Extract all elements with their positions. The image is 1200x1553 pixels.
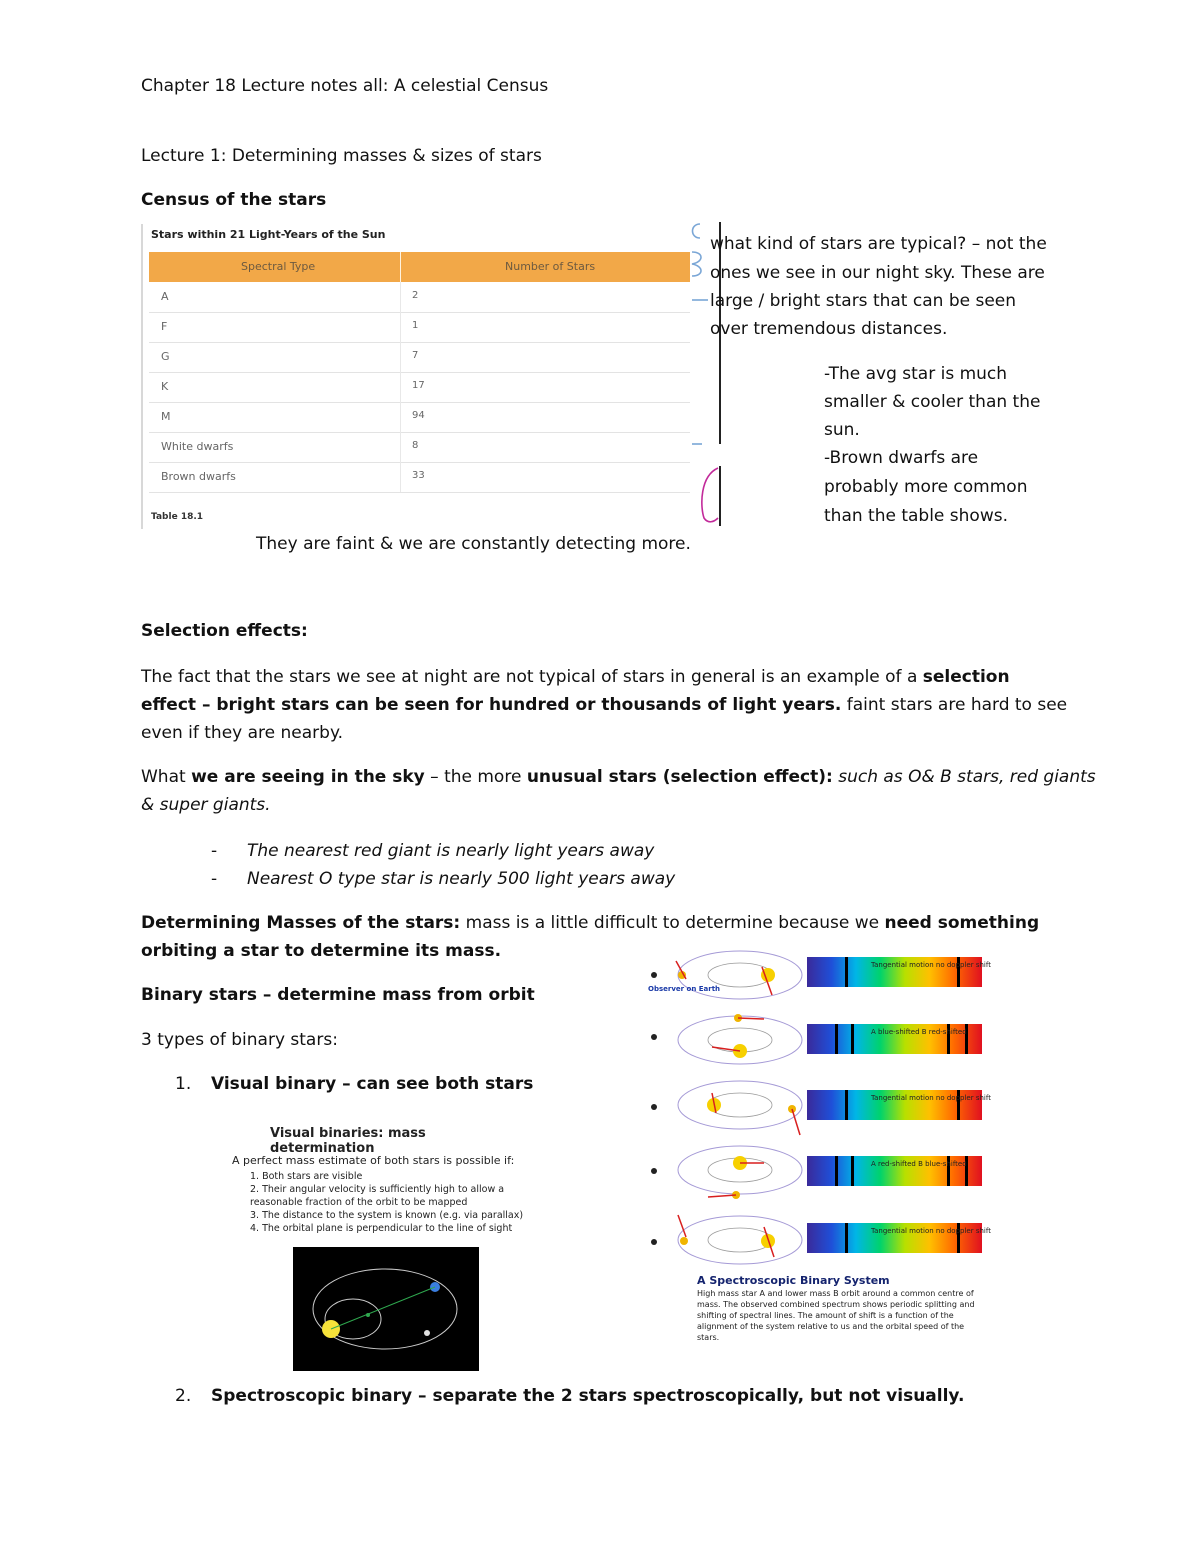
text-run-bold: Determining Masses of the stars: (141, 913, 461, 933)
table-cell: 7 (412, 350, 419, 361)
text-run: faint stars are hard to see (841, 695, 1068, 715)
side-note-line: over tremendous distances. (710, 319, 948, 339)
what-we-see-line2: & super giants. (141, 795, 271, 815)
table-row (149, 312, 690, 343)
spectral-line (835, 1024, 838, 1054)
vb-list (250, 1170, 523, 1235)
text-run-bold: effect – bright stars can be seen for hundred or thousands of light years. (141, 695, 842, 715)
text-run-bold: we are seeing in the sky (191, 767, 425, 787)
spectrum-strip (807, 1156, 982, 1186)
table-cell: G (161, 350, 170, 363)
table-row (149, 402, 690, 433)
types-heading: 3 types of binary stars: (141, 1030, 338, 1050)
text-run: mass is a little difficult to determine because we (460, 913, 885, 933)
table-cell: M (161, 410, 171, 423)
brown-dwarf-note: -Brown dwarfs are (824, 448, 979, 468)
masses-line1 (141, 909, 1039, 937)
phase-3 (678, 1081, 802, 1135)
spectrum-strip (807, 957, 991, 987)
table-header-spectral-type: Spectral Type (241, 260, 316, 273)
phase-4 (678, 1146, 802, 1199)
selection-paragraph-line1 (141, 663, 1010, 691)
table-header-number-of-stars: Number of Stars (505, 260, 596, 273)
table-divider (400, 342, 401, 372)
bullet-dash: - (211, 869, 218, 889)
list-number: 2. (175, 1386, 192, 1406)
text-run-bold: selection (922, 667, 1010, 687)
spectrum-strip (807, 1090, 991, 1120)
bullet-red-giant: The nearest red giant is nearly light years away (247, 841, 655, 861)
selection-paragraph-line2 (141, 691, 1067, 719)
visual-binary-image (230, 1122, 526, 1372)
avg-star-note: sun. (824, 420, 860, 440)
spectral-line (845, 1090, 848, 1120)
vb-lead: A perfect mass estimate of both stars is possible if: (232, 1154, 515, 1167)
table-row (149, 282, 690, 313)
masses-line2: orbiting a star to determine its mass. (141, 941, 502, 961)
text-run-bold: unusual stars (selection effect): (526, 767, 833, 787)
table-cell: 8 (412, 440, 419, 451)
phase-2 (678, 1014, 802, 1064)
avg-star-note: smaller & cooler than the (824, 392, 1041, 412)
brown-dwarf-note: than the table shows. (824, 506, 1008, 526)
table-divider (400, 372, 401, 402)
table-cell: K (161, 380, 169, 393)
vb-list-item: reasonable fraction of the orbit to be mapped (250, 1197, 468, 1208)
spectrum-label: Tangential motion no doppler shift (871, 1094, 991, 1102)
avg-star-note: -The avg star is much (824, 364, 1008, 384)
brown-dwarf-note: probably more common (824, 477, 1028, 497)
spectroscopic-binary-image (640, 945, 991, 1342)
selection-heading: Selection effects: (141, 621, 308, 641)
text-run-bold: need something (884, 913, 1040, 933)
table-left-rule (141, 224, 143, 529)
table-cell: 1 (412, 320, 419, 331)
spectrum-label: Tangential motion no doppler shift (871, 1227, 991, 1235)
table-cell: 2 (412, 290, 419, 301)
list-item-spectroscopic-binary: Spectroscopic binary – separate the 2 stars spectroscopically, but not visually. (211, 1386, 965, 1406)
spectral-line (835, 1156, 838, 1186)
spectrum-label: Tangential motion no doppler shift (871, 961, 991, 969)
faint-note: They are faint & we are constantly detecting more. (256, 534, 691, 554)
phase-5 (678, 1215, 802, 1264)
table-cell: 33 (412, 470, 425, 481)
table-row (149, 372, 690, 403)
spectroscopic-caption-title: A Spectroscopic Binary System (697, 1274, 890, 1287)
spectral-line (845, 1223, 848, 1253)
vb-title: Visual binaries: mass determination (270, 1126, 426, 1156)
spectrum-label: A red-shifted B blue-shifted (871, 1160, 967, 1168)
list-number: 1. (175, 1074, 192, 1094)
lecture-title: Lecture 1: Determining masses & sizes of stars (141, 146, 542, 166)
spectrum-strip (807, 1024, 982, 1054)
side-note-line: what kind of stars are typical? – not the (710, 234, 1047, 254)
text-run: What (141, 767, 192, 787)
orbit-phases-diagram (640, 945, 810, 1265)
table-cell: 17 (412, 380, 425, 391)
orbit-diagram (293, 1247, 479, 1371)
spectral-line (851, 1156, 854, 1186)
spectrum-label: A blue-shifted B red-shifted (871, 1028, 967, 1036)
text-run-italic: such as O& B stars, red giants (832, 767, 1096, 787)
bullet-dash: - (211, 841, 218, 861)
census-heading: Census of the stars (141, 190, 327, 210)
spectral-line (851, 1024, 854, 1054)
vb-list-item: 2. Their angular velocity is sufficiently high to allow a (250, 1184, 505, 1195)
what-we-see-line1 (141, 763, 1096, 791)
table-cell: F (161, 320, 168, 333)
binary-heading: Binary stars – determine mass from orbit (141, 985, 535, 1005)
table-row (149, 462, 690, 493)
table-cell: Brown dwarfs (161, 470, 236, 483)
spectral-line (845, 957, 848, 987)
list-item-visual-binary: Visual binary – can see both stars (211, 1074, 534, 1094)
text-run: The fact that the stars we see at night are not typical of stars in general is an example of a (141, 667, 923, 687)
spectrum-strip (807, 1223, 991, 1253)
table-divider (400, 312, 401, 342)
table-row (149, 432, 690, 463)
table-divider (400, 432, 401, 462)
bullet-o-type: Nearest O type star is nearly 500 light years away (247, 869, 676, 889)
table-divider (400, 282, 401, 312)
vb-list-item: 4. The orbital plane is perpendicular to the line of sight (250, 1223, 513, 1234)
table-header-row (149, 252, 690, 282)
chapter-title: Chapter 18 Lecture notes all: A celestial Census (141, 76, 549, 96)
table-header-divider (400, 252, 401, 282)
side-note-line: large / bright stars that can be seen (710, 291, 1017, 311)
table-row (149, 342, 690, 373)
text-run: – the more (424, 767, 527, 787)
table-divider (400, 462, 401, 492)
vb-list-item: 3. The distance to the system is known (e.g. via parallax) (250, 1210, 524, 1221)
vb-list-item: 1. Both stars are visible (250, 1171, 363, 1182)
table-cell: White dwarfs (161, 440, 234, 453)
table-cell: A (161, 290, 169, 303)
table-cell: 94 (412, 410, 425, 421)
table-divider (400, 402, 401, 432)
table-title: Stars within 21 Light-Years of the Sun (151, 228, 386, 241)
table-caption: Table 18.1 (151, 512, 204, 522)
observer-label: Observer on Earth (648, 985, 721, 993)
selection-paragraph-line3: even if they are nearby. (141, 723, 343, 743)
spectroscopic-caption: High mass star A and lower mass B orbit around a common centre of mass. The observed combined spectrum shows periodic splitting and shifting of spectral lines. The amount of shift is a function of the alignment of the system relative to us and the orbital speed of the stars. (697, 1289, 975, 1342)
observer-icons (651, 972, 657, 1245)
side-note-line: ones we see in our night sky. These are (710, 263, 1045, 283)
census-table-image (141, 224, 693, 529)
